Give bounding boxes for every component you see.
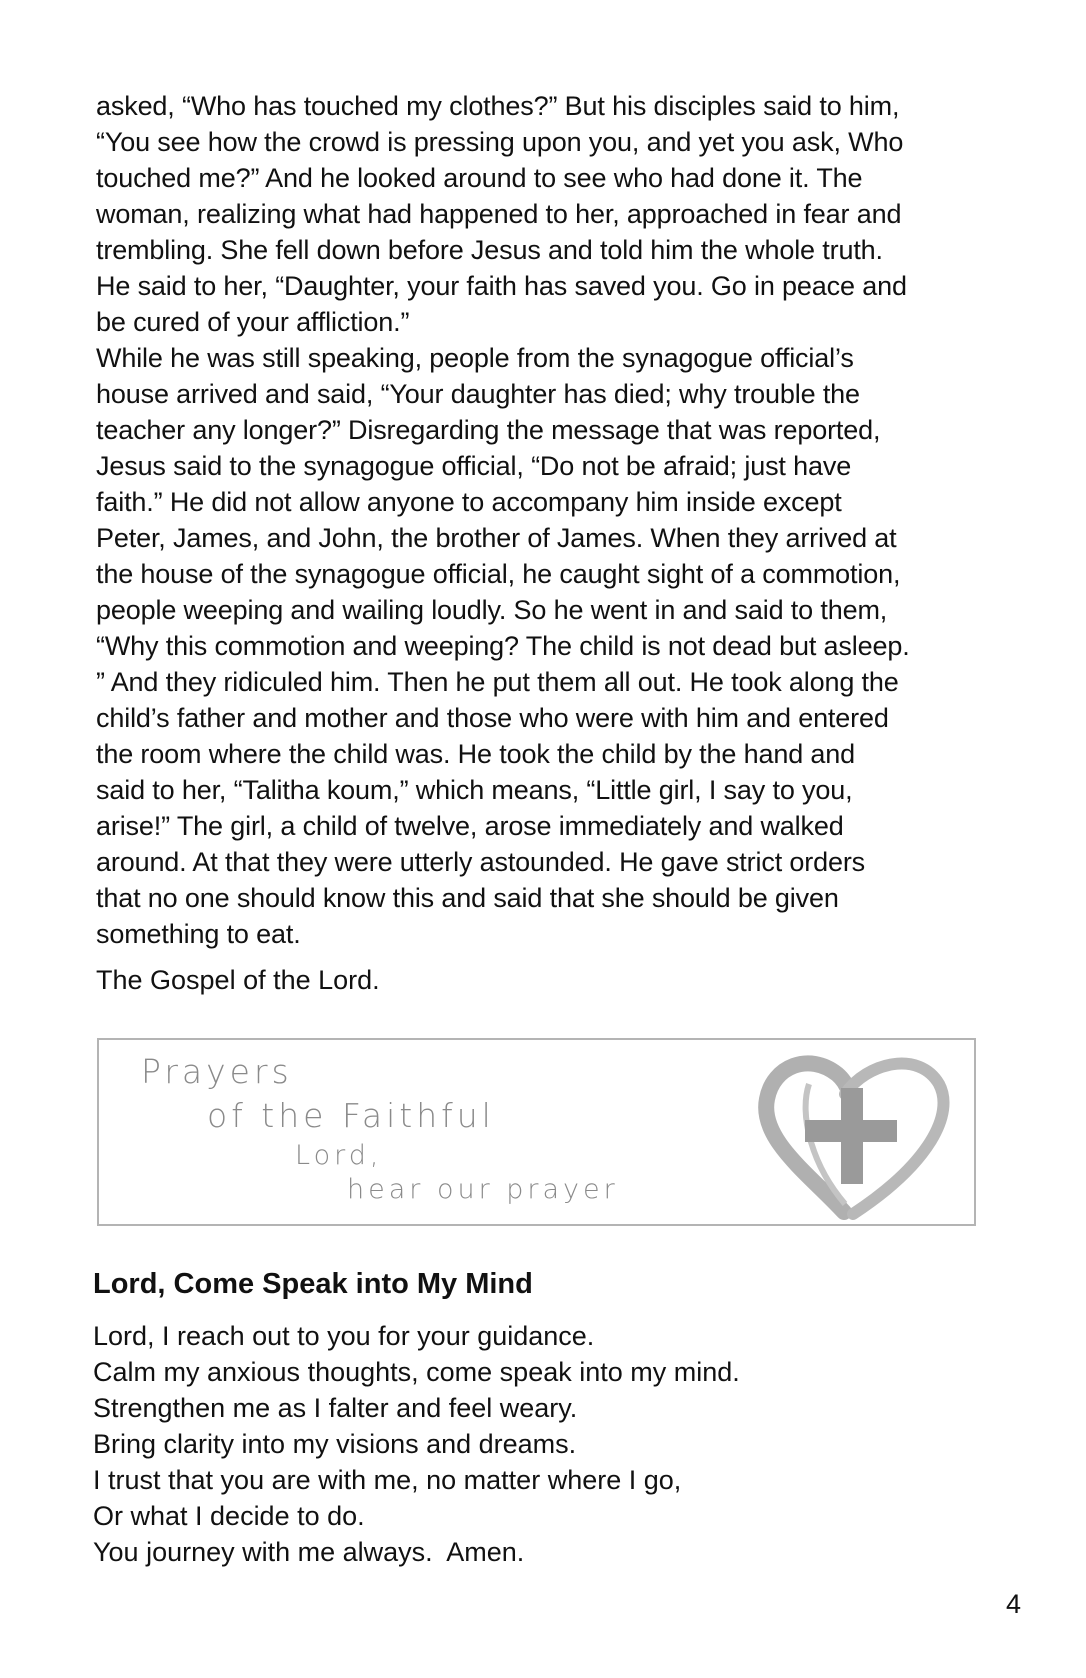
gospel-line: Peter, James, and John, the brother of James. When they arrived at <box>96 523 897 553</box>
gospel-line: ” And they ridiculed him. Then he put them all out. He took along the <box>96 667 899 697</box>
banner-line-hear-our-prayer: hear our prayer <box>347 1174 619 1205</box>
gospel-line: be cured of your affliction.” <box>96 307 410 337</box>
prayer-title: Lord, Come Speak into My Mind <box>93 1268 533 1300</box>
prayer-line: I trust that you are with me, no matter where I go, <box>93 1465 682 1495</box>
gospel-line: trembling. She fell down before Jesus and told him the whole truth. <box>96 235 883 265</box>
page-number: 4 <box>1006 1589 1022 1619</box>
gospel-line: asked, “Who has touched my clothes?” But his disciples said to him, <box>96 91 900 121</box>
prayer-line: Calm my anxious thoughts, come speak into my mind. <box>93 1357 740 1387</box>
prayer-line: Or what I decide to do. <box>93 1501 365 1531</box>
gospel-reading <box>96 88 1016 952</box>
banner-line-prayers: Prayers <box>141 1052 293 1091</box>
gospel-line: While he was still speaking, people from the synagogue official’s <box>96 343 854 373</box>
gospel-line: people weeping and wailing loudly. So he went in and said to them, <box>96 595 888 625</box>
gospel-line: arise!” The girl, a child of twelve, arose immediately and walked <box>96 811 844 841</box>
banner-line-lord: Lord, <box>295 1140 383 1171</box>
prayer-text <box>93 1318 740 1570</box>
prayer-line: Lord, I reach out to you for your guidance. <box>93 1321 595 1351</box>
gospel-line: the house of the synagogue official, he caught sight of a commotion, <box>96 559 901 589</box>
banner-line-faithful: of the Faithful <box>207 1096 495 1135</box>
heart-cross-icon <box>749 1044 959 1224</box>
prayer-line: You journey with me always. Amen. <box>93 1537 525 1567</box>
prayer-line: Bring clarity into my visions and dreams. <box>93 1429 577 1459</box>
gospel-closing: The Gospel of the Lord. <box>96 965 380 995</box>
gospel-line: that no one should know this and said that she should be given <box>96 883 839 913</box>
prayer-line: Strengthen me as I falter and feel weary. <box>93 1393 578 1423</box>
gospel-line: said to her, “Talitha koum,” which means, “Little girl, I say to you, <box>96 775 853 805</box>
prayers-of-the-faithful-banner <box>97 1038 976 1226</box>
gospel-line: Jesus said to the synagogue official, “Do not be afraid; just have <box>96 451 852 481</box>
gospel-line: around. At that they were utterly astounded. He gave strict orders <box>96 847 866 877</box>
gospel-line: the room where the child was. He took the child by the hand and <box>96 739 856 769</box>
gospel-line: woman, realizing what had happened to her, approached in fear and <box>96 199 902 229</box>
gospel-line: “You see how the crowd is pressing upon you, and yet you ask, Who <box>96 127 904 157</box>
gospel-line: touched me?” And he looked around to see who had done it. The <box>96 163 863 193</box>
gospel-line: something to eat. <box>96 919 301 949</box>
gospel-line: child’s father and mother and those who were with him and entered <box>96 703 889 733</box>
gospel-line: He said to her, “Daughter, your faith has saved you. Go in peace and <box>96 271 907 301</box>
gospel-line: house arrived and said, “Your daughter has died; why trouble the <box>96 379 860 409</box>
gospel-line: “Why this commotion and weeping? The child is not dead but asleep. <box>96 631 910 661</box>
gospel-line: teacher any longer?” Disregarding the message that was reported, <box>96 415 881 445</box>
gospel-line: faith.” He did not allow anyone to accompany him inside except <box>96 487 842 517</box>
